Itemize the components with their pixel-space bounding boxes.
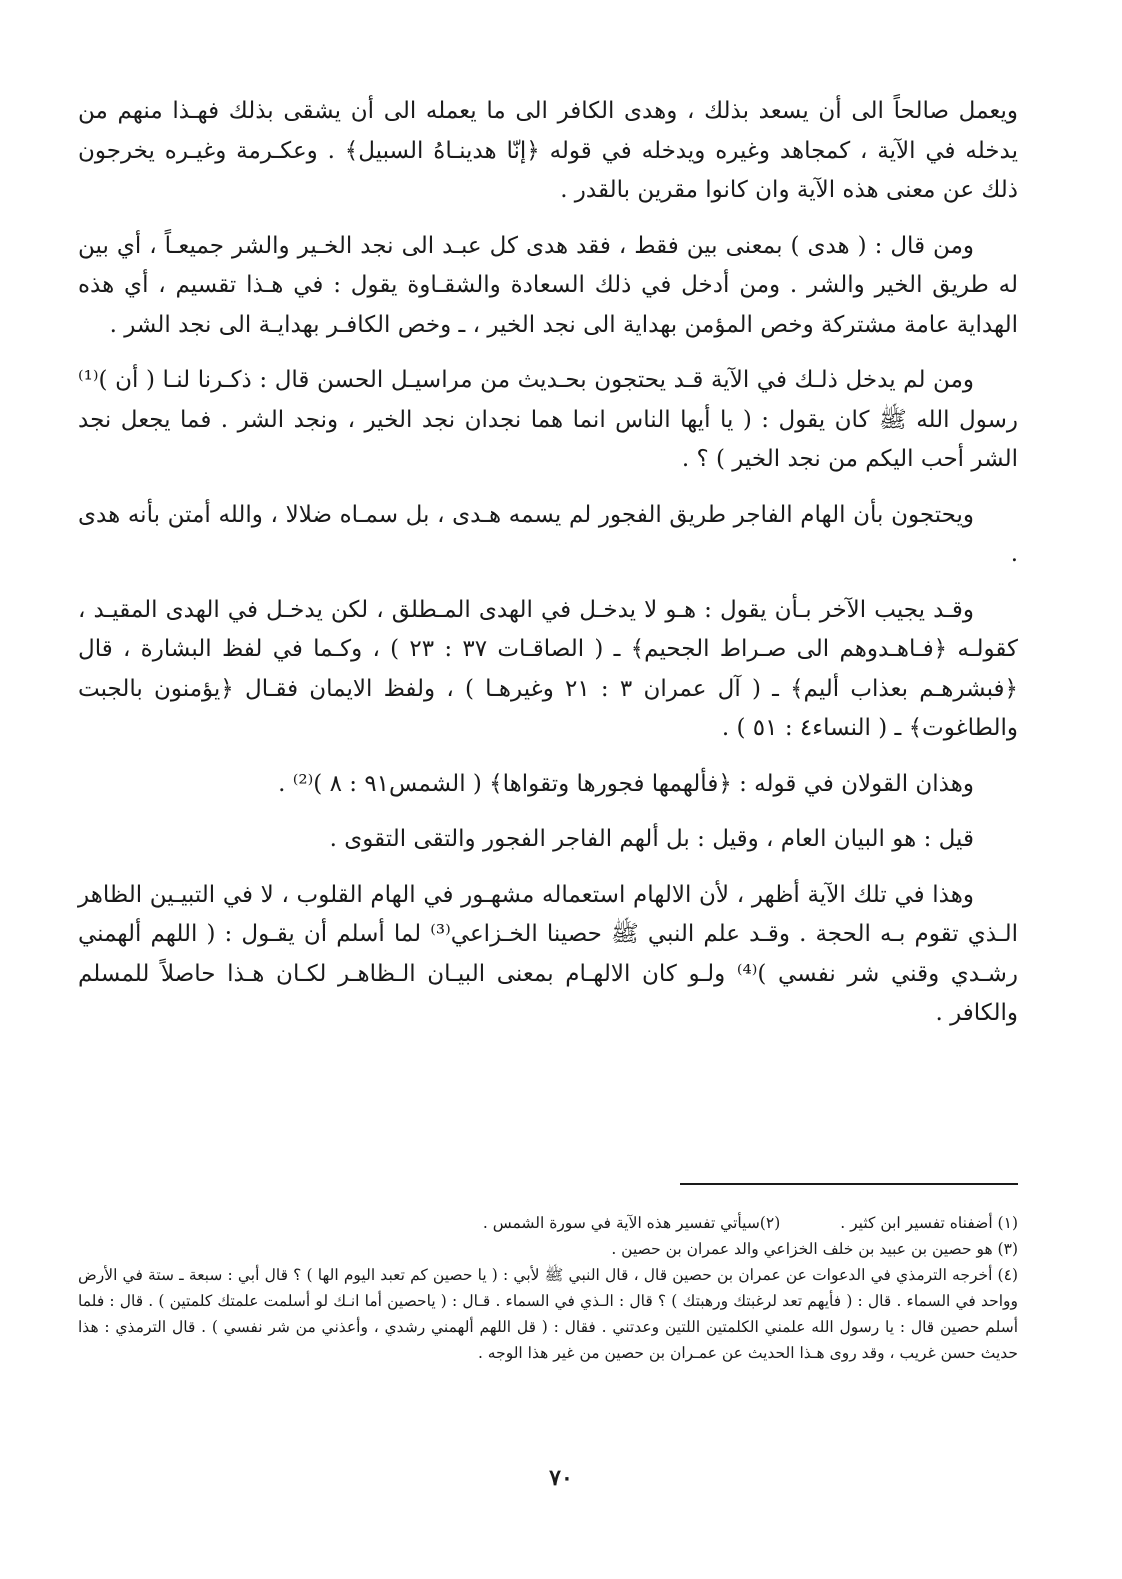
paragraph-7: قيل : هو البيان العام ، وقيل : بل ألهم الفاجر الفجور والتقى التقوى .	[329, 826, 974, 852]
footnote-3: (٣) هو حصين بن عبيد بن خلف الخزاعي والد عمران بن حصين .	[611, 1240, 1018, 1258]
footnotes	[78, 1210, 1018, 1366]
footnote-divider	[680, 1183, 1018, 1185]
paragraph-1: ويعمل صالحاً الى أن يسعد بذلك ، وهدى الكافر الى ما يعمله الى أن يشقى بذلك فهـذا منهم من يدخله في الآية ، كمجاهد وغيره ويدخله في قوله ﴿إنّا هدينـاهُ السبيل﴾ . وعكـرمة وغيـره يخرجون ذلك عن معنى هذه الآية وان كانوا مقرين بالقدر .	[78, 98, 1018, 203]
footnote-4: (٤) أخرجه الترمذي في الدعوات عن عمران بن حصين قال ، قال النبي ﷺ لأبي : ( يا حصين كم تعبد اليوم الها ) ؟ قال أبي : سبعة ـ ستة في الأرض وواحد في السماء . قال : ( فأيهم تعد لرغبتك ورهبتك ) ؟ قال : الـذي في السماء . قـال : ( ياحصين أما انـك لو أسلمت علمتك كلمتين ) . قال : فلما أسلم حصين قال : يا رسول الله علمني الكلمتين اللتين وعدتني . فقال : ( قل اللهم ألهمني رشدي ، وأعذني من شر نفسي ) . قال الترمذي : هذا حديث حسن غريب ، وقد روى هـذا الحديث عن عمـران بن حصين من غير هذا الوجه .	[78, 1266, 1018, 1362]
page-number: ٧٠	[549, 1465, 573, 1491]
footnote-1: (١) أضفناه تفسير ابن كثير .	[840, 1214, 1018, 1232]
paragraph-4: ويحتجون بأن الهام الفاجر طريق الفجور لم يسمه هـدى ، بل سمـاه ضلالا ، والله أمتن بأنه هدى .	[78, 501, 1018, 567]
main-text	[78, 92, 1018, 1050]
paragraph-5: وقـد يجيب الآخر بـأن يقول : هـو لا يدخـل في الهدى المـطلق ، لكن يدخـل في الهدى المقيـد ، كقولـه ﴿فـاهـدوهم الى صـراط الجحيم﴾ ـ ( الصاقـات ٣٧ : ٢٣ ) ، وكـما في لفظ البشارة ، قال ﴿فبشرهـم بعذاب أليم﴾ ـ ( آل عمران ٣ : ٢١ وغيرهـا ) ، ولفظ الايمان فقـال ﴿يؤمنون بالجبت والطاغوت﴾ ـ ( النساء٤ : ٥١ ) .	[78, 596, 1018, 741]
paragraph-8: وهذا في تلك الآية أظهر ، لأن الالهام استعماله مشهـور في الهام القلوب ، لا في التبيـين الظاهر الـذي تقوم بـه الحجة . وقـد علم النبي ﷺ حصينا الخـزاعي⁽³⁾ لما أسلم أن يقـول : ( اللهم ألهمني رشـدي وقني شر نفسي )⁽⁴⁾ ولـو كان الالهـام بمعنى البيـان الـظاهـر لكـان هـذا حاصلاً للمسلم والكافر .	[78, 881, 1018, 1026]
paragraph-6: وهذان القولان في قوله : ﴿فألهمها فجورها وتقواها﴾ ( الشمس٩١ : ٨ )⁽²⁾ .	[278, 770, 974, 797]
footnote-2: (٢)سيأتي تفسير هذه الآية في سورة الشمس .	[482, 1214, 781, 1232]
paragraph-2: ومن قال : ( هدى ) بمعنى بين فقط ، فقد هدى كل عبـد الى نجد الخـير والشر جميعـاً ، أي بين له طريق الخير والشر . ومن أدخل في ذلك السعادة والشقـاوة يقول : في هـذا تقسيم ، أي هذه الهداية عامة مشتركة وخص المؤمن بهداية الى نجد الخير ، ـ وخص الكافـر بهدايـة الى نجد الشر .	[78, 232, 1018, 338]
paragraph-3: ومن لم يدخل ذلـك في الآية قـد يحتجون بحـديث من مراسيـل الحسن قال : ذكـرنا لنـا ( أن )⁽¹⁾ رسول الله ﷺ كان يقول : ( يا أيها الناس انما هما نجدان نجد الخير ، ونجد الشر . فما يجعل نجد الشر أحب اليكم من نجد الخير ) ؟ .	[78, 367, 1018, 472]
footnote-row-1-2	[78, 1210, 1018, 1236]
